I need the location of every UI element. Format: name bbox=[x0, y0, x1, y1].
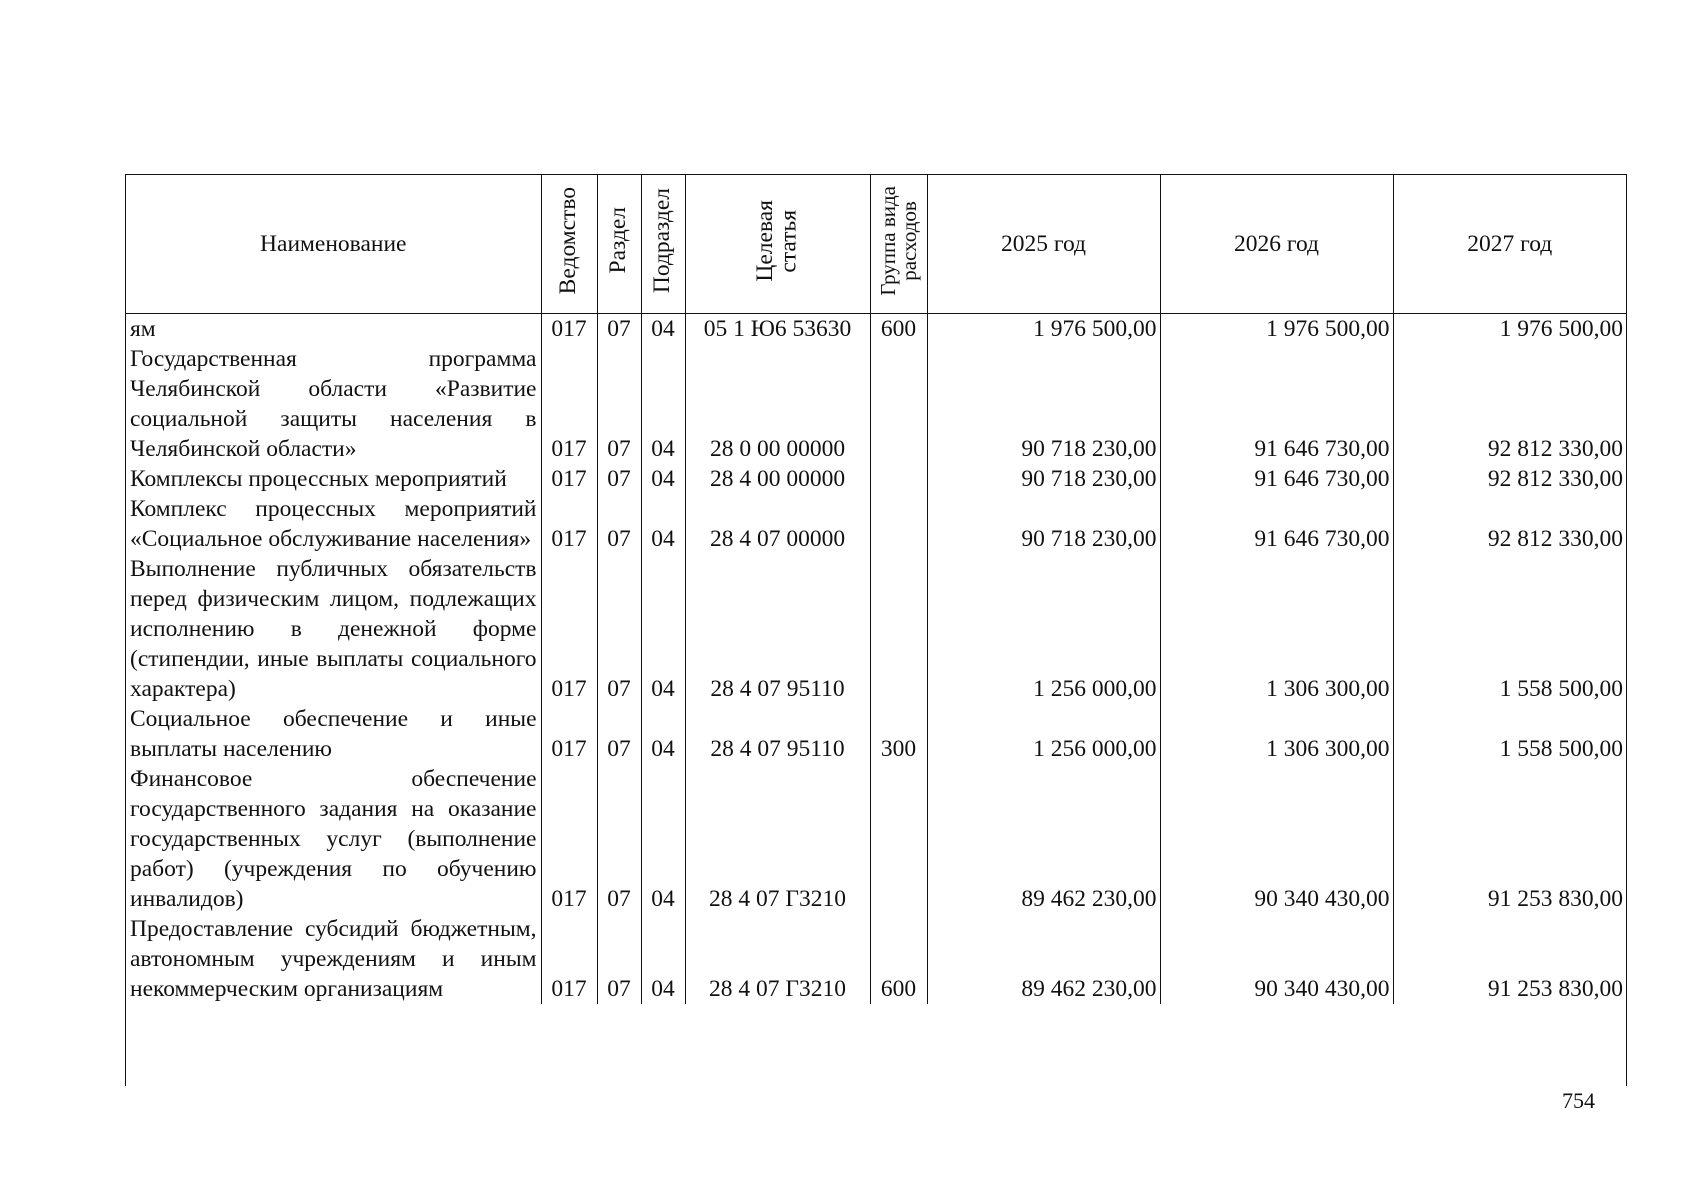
row-razdel-cell: 07 bbox=[597, 704, 641, 764]
row-2025-cell: 1 256 000,00 bbox=[927, 704, 1160, 764]
row-vedomstvo-cell: 017 bbox=[541, 344, 597, 464]
row-2027-cell: 91 253 830,00 bbox=[1393, 914, 1626, 1004]
row-podrazdel-cell: 04 bbox=[641, 494, 685, 554]
row-razdel-cell: 07 bbox=[597, 314, 641, 345]
header-gruppa bbox=[870, 175, 927, 314]
row-celevaya-cell: 28 4 07 00000 bbox=[685, 494, 870, 554]
row-vedomstvo-cell: 017 bbox=[541, 704, 597, 764]
row-2026-cell: 91 646 730,00 bbox=[1160, 464, 1393, 494]
row-podrazdel-cell: 04 bbox=[641, 344, 685, 464]
row-podrazdel-cell: 04 bbox=[641, 464, 685, 494]
row-2026-cell: 91 646 730,00 bbox=[1160, 344, 1393, 464]
row-razdel-cell: 07 bbox=[597, 914, 641, 1004]
table-row bbox=[126, 464, 1626, 494]
table-row bbox=[126, 344, 1626, 464]
table-row bbox=[126, 704, 1626, 764]
row-gruppa-cell bbox=[870, 344, 927, 464]
row-vedomstvo-cell: 017 bbox=[541, 764, 597, 914]
row-name-cell: Комплексы процессных мероприятий bbox=[130, 466, 507, 492]
row-name-cell: Выполнение публичных обязательств перед физическим лицом, подлежащих исполнению в денежной форме (стипендии, иные выплаты социального характера) bbox=[130, 556, 537, 702]
header-year-2027 bbox=[1393, 175, 1626, 314]
budget-table bbox=[126, 175, 1626, 1004]
row-podrazdel-cell: 04 bbox=[641, 914, 685, 1004]
header-razdel bbox=[597, 175, 641, 314]
row-razdel-cell: 07 bbox=[597, 464, 641, 494]
header-celevaya-line2: статья bbox=[775, 209, 802, 272]
header-year-2027-label: 2027 год bbox=[1467, 230, 1553, 257]
table-row bbox=[126, 314, 1626, 345]
table-row bbox=[126, 554, 1626, 704]
row-vedomstvo-cell: 017 bbox=[541, 314, 597, 345]
row-2025-cell: 89 462 230,00 bbox=[927, 914, 1160, 1004]
header-vedomstvo bbox=[541, 175, 597, 314]
row-celevaya-cell: 28 4 07 Г3210 bbox=[685, 914, 870, 1004]
row-celevaya-cell: 28 4 07 95110 bbox=[685, 704, 870, 764]
row-name-cell: Финансовое обеспечение государственного задания на оказание государственных услуг (выполнение работ) (учреждения по обучению инвалидов) bbox=[130, 766, 537, 912]
row-razdel-cell: 07 bbox=[597, 554, 641, 704]
header-year-2025-label: 2025 год bbox=[1001, 230, 1086, 257]
budget-table-container bbox=[125, 174, 1627, 1086]
row-2025-cell: 90 718 230,00 bbox=[927, 464, 1160, 494]
row-2027-cell: 1 558 500,00 bbox=[1393, 704, 1626, 764]
row-gruppa-cell bbox=[870, 764, 927, 914]
row-2027-cell: 91 253 830,00 bbox=[1393, 764, 1626, 914]
header-vedomstvo-label: Ведомство bbox=[555, 186, 582, 295]
row-gruppa-cell: 600 bbox=[870, 914, 927, 1004]
header-name-label: Наименование bbox=[260, 230, 407, 257]
header-razdel-label: Раздел bbox=[605, 207, 632, 274]
row-2026-cell: 1 306 300,00 bbox=[1160, 704, 1393, 764]
row-2027-cell: 1 976 500,00 bbox=[1393, 314, 1626, 345]
header-gruppa-label bbox=[875, 185, 921, 296]
row-2026-cell: 90 340 430,00 bbox=[1160, 914, 1393, 1004]
table-row bbox=[126, 494, 1626, 554]
row-celevaya-cell: 28 4 07 Г3210 bbox=[685, 764, 870, 914]
table-row bbox=[126, 764, 1626, 914]
row-podrazdel-cell: 04 bbox=[641, 554, 685, 704]
header-celevaya-line1: Целевая bbox=[752, 199, 778, 282]
row-2026-cell: 1 306 300,00 bbox=[1160, 554, 1393, 704]
row-2025-cell: 90 718 230,00 bbox=[927, 494, 1160, 554]
header-podrazdel bbox=[641, 175, 685, 314]
row-vedomstvo-cell: 017 bbox=[541, 494, 597, 554]
header-name bbox=[126, 175, 541, 314]
header-celevaya bbox=[685, 175, 870, 314]
table-row bbox=[126, 914, 1626, 1004]
row-gruppa-cell bbox=[870, 554, 927, 704]
row-2026-cell: 90 340 430,00 bbox=[1160, 764, 1393, 914]
header-celevaya-label bbox=[754, 200, 801, 282]
row-celevaya-cell: 28 4 07 95110 bbox=[685, 554, 870, 704]
row-gruppa-cell: 300 bbox=[870, 704, 927, 764]
row-celevaya-cell: 28 4 00 00000 bbox=[685, 464, 870, 494]
row-2027-cell: 92 812 330,00 bbox=[1393, 344, 1626, 464]
row-2025-cell: 90 718 230,00 bbox=[927, 344, 1160, 464]
row-razdel-cell: 07 bbox=[597, 344, 641, 464]
row-podrazdel-cell: 04 bbox=[641, 764, 685, 914]
row-vedomstvo-cell: 017 bbox=[541, 914, 597, 1004]
row-vedomstvo-cell: 017 bbox=[541, 464, 597, 494]
header-year-2026-label: 2026 год bbox=[1234, 230, 1319, 257]
header-podrazdel-label: Подраздел bbox=[649, 187, 676, 294]
row-2027-cell: 1 558 500,00 bbox=[1393, 554, 1626, 704]
row-celevaya-cell: 28 0 00 00000 bbox=[685, 344, 870, 464]
row-gruppa-cell: 600 bbox=[870, 314, 927, 345]
row-podrazdel-cell: 04 bbox=[641, 704, 685, 764]
row-razdel-cell: 07 bbox=[597, 764, 641, 914]
header-year-2025 bbox=[927, 175, 1160, 314]
row-name-cell: ям bbox=[130, 316, 156, 342]
row-name-cell: Предоставление субсидий бюджетным, автономным учреждениям и иным некоммерческим организациям bbox=[130, 916, 537, 1002]
row-gruppa-cell bbox=[870, 494, 927, 554]
row-name-cell: Комплекс процессных мероприятий «Социальное обслуживание населения» bbox=[130, 496, 537, 552]
row-2026-cell: 91 646 730,00 bbox=[1160, 494, 1393, 554]
header-gruppa-line1: Группа вида bbox=[875, 185, 900, 296]
row-vedomstvo-cell: 017 bbox=[541, 554, 597, 704]
row-razdel-cell: 07 bbox=[597, 494, 641, 554]
table-header bbox=[126, 175, 1626, 314]
row-gruppa-cell bbox=[870, 464, 927, 494]
table-body bbox=[126, 314, 1626, 1005]
header-year-2026 bbox=[1160, 175, 1393, 314]
row-2027-cell: 92 812 330,00 bbox=[1393, 464, 1626, 494]
row-2026-cell: 1 976 500,00 bbox=[1160, 314, 1393, 345]
header-gruppa-line2: расходов bbox=[896, 200, 921, 281]
row-celevaya-cell: 05 1 Ю6 53630 bbox=[685, 314, 870, 345]
page-number: 754 bbox=[1562, 1088, 1595, 1113]
row-2025-cell: 1 976 500,00 bbox=[927, 314, 1160, 345]
row-name-cell: Государственная программа Челябинской области «Развитие социальной защиты населения в Челябинской области» bbox=[130, 346, 537, 462]
row-name-cell: Социальное обеспечение и иные выплаты населению bbox=[130, 706, 537, 762]
row-2025-cell: 1 256 000,00 bbox=[927, 554, 1160, 704]
row-2027-cell: 92 812 330,00 bbox=[1393, 494, 1626, 554]
row-podrazdel-cell: 04 bbox=[641, 314, 685, 345]
row-2025-cell: 89 462 230,00 bbox=[927, 764, 1160, 914]
